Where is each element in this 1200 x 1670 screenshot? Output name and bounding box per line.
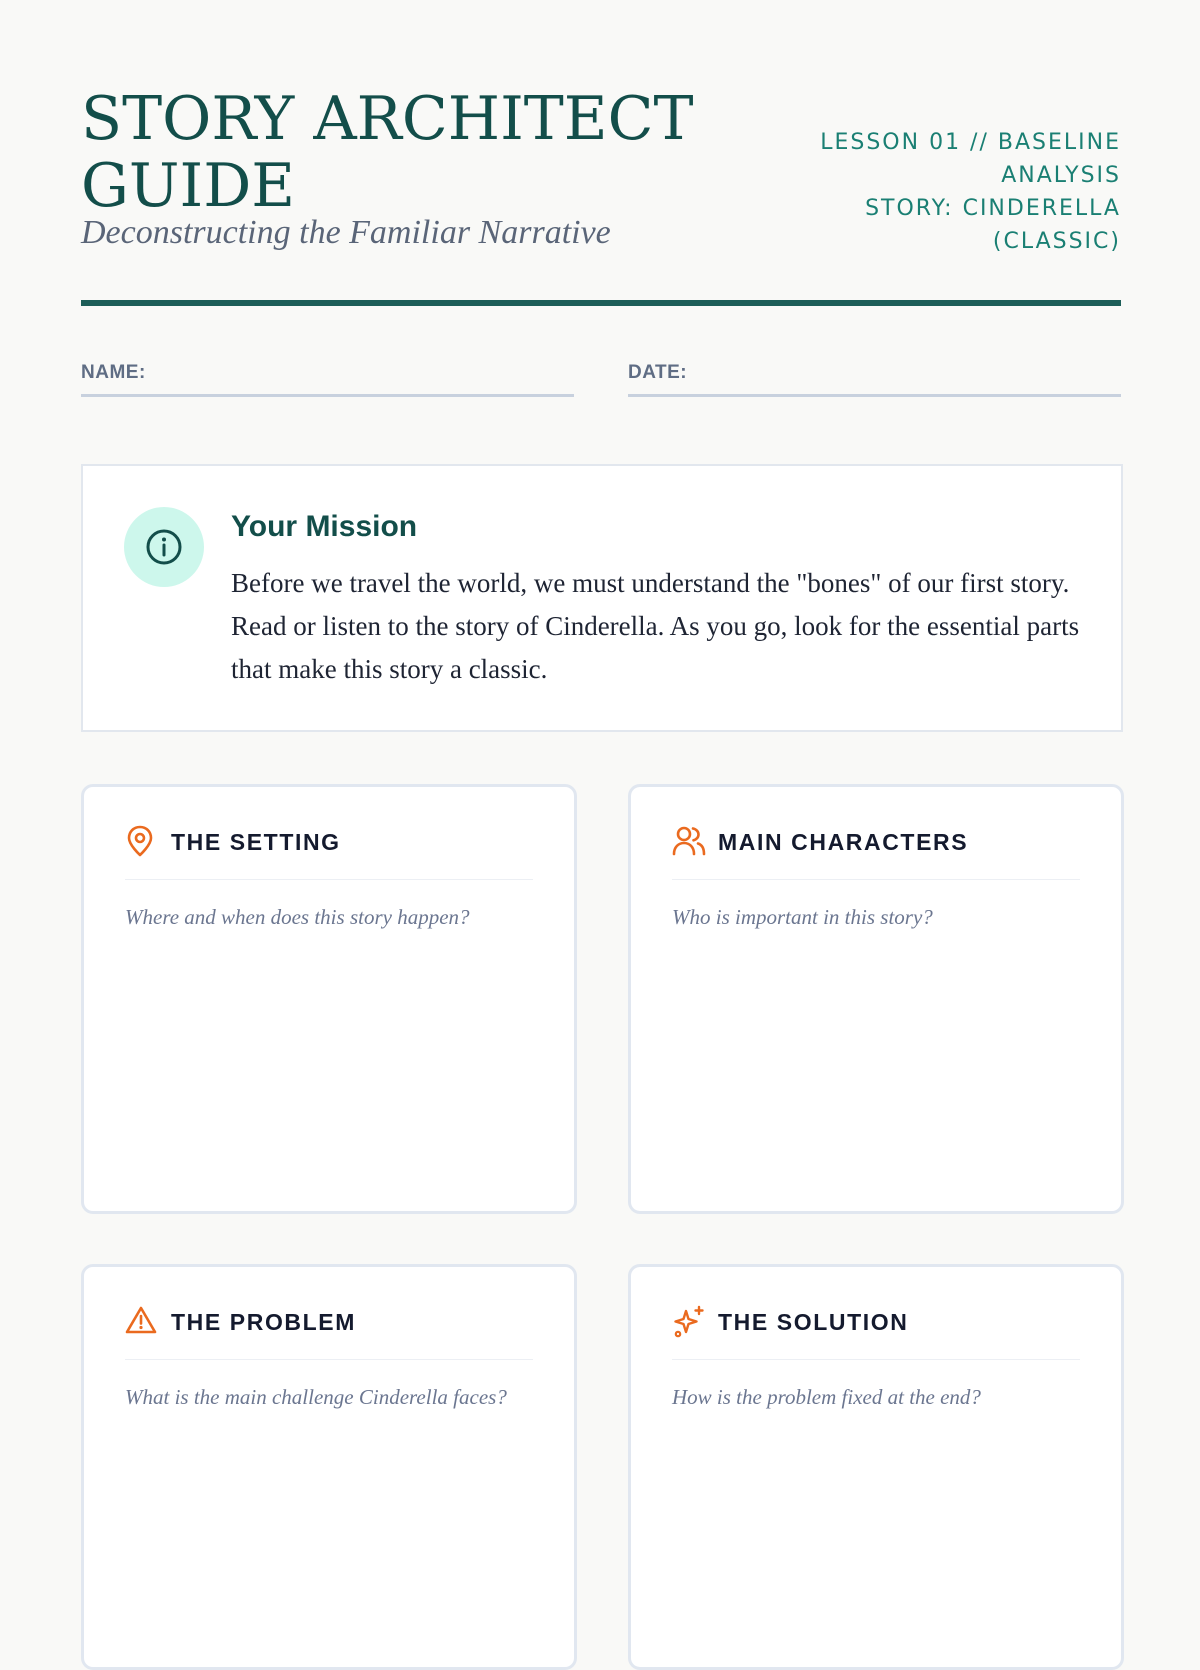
solution-card[interactable] — [628, 1264, 1124, 1670]
card-prompt: How is the problem fixed at the end? — [672, 1385, 981, 1409]
name-field[interactable] — [81, 358, 574, 397]
card-prompt: What is the main challenge Cinderella faces? — [125, 1385, 507, 1409]
info-icon — [144, 527, 184, 567]
mission-title: Your Mission — [231, 510, 418, 543]
header — [81, 80, 1121, 270]
mission-box — [81, 464, 1123, 732]
card-header — [672, 1305, 1080, 1360]
problem-card[interactable] — [81, 1264, 577, 1670]
warning-triangle-icon — [125, 1305, 157, 1335]
setting-card[interactable] — [81, 784, 577, 1214]
card-header — [672, 825, 1080, 880]
card-title: THE SOLUTION — [718, 1309, 909, 1335]
mission-icon-badge — [124, 507, 204, 587]
mission-text: Before we travel the world, we must understand the "bones" of our first story. Read or listen to the story of Cinderella. As you go, look for the essential parts that make this story a classic. — [231, 568, 1080, 684]
name-label: NAME: — [81, 362, 146, 383]
card-title: THE SETTING — [171, 829, 341, 855]
card-title: MAIN CHARACTERS — [718, 829, 969, 855]
story-label: STORY: CINDERELLA (CLASSIC) — [865, 196, 1121, 254]
card-title: THE PROBLEM — [171, 1309, 356, 1335]
page-title: STORY ARCHITECT GUIDE — [81, 84, 694, 221]
card-prompt: Where and when does this story happen? — [125, 905, 470, 929]
lesson-meta — [781, 126, 1121, 258]
sparkles-icon — [672, 1305, 706, 1339]
card-header — [125, 825, 533, 880]
header-divider — [81, 300, 1121, 306]
lesson-label: LESSON 01 // BASELINE ANALYSIS — [820, 130, 1121, 188]
date-field[interactable] — [628, 358, 1121, 397]
users-icon — [672, 825, 706, 857]
card-prompt: Who is important in this story? — [672, 905, 933, 929]
card-header — [125, 1305, 533, 1360]
page-subtitle: Deconstructing the Familiar Narrative — [81, 214, 611, 251]
characters-card[interactable] — [628, 784, 1124, 1214]
map-pin-icon — [125, 825, 155, 857]
date-label: DATE: — [628, 362, 688, 383]
